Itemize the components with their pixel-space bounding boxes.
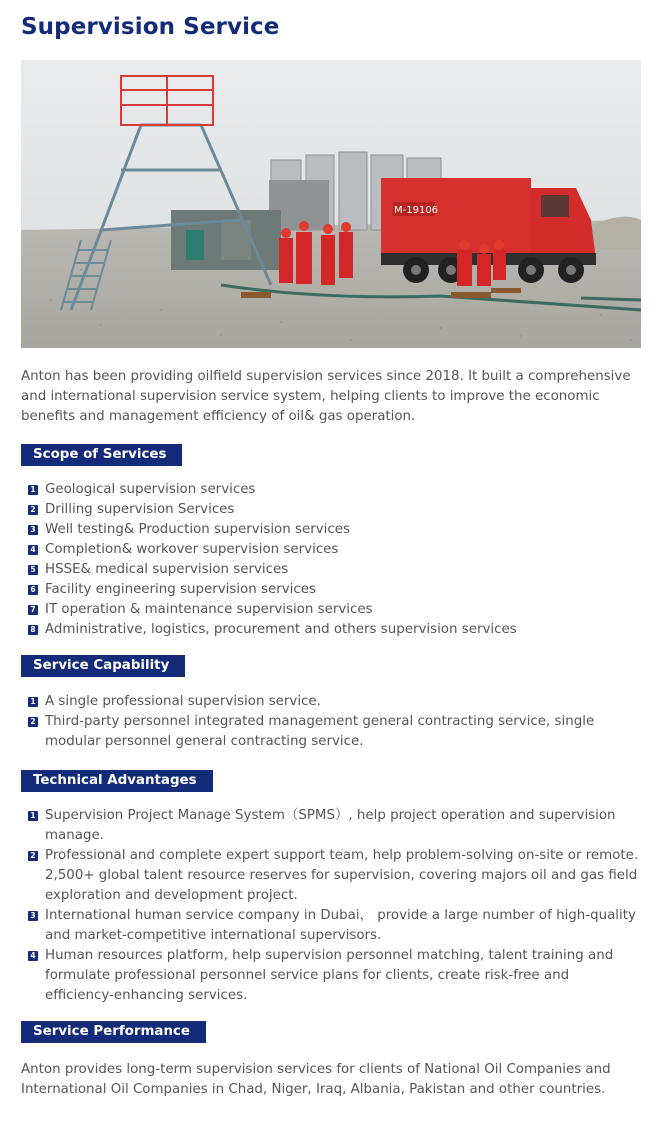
number-badge: 5	[28, 565, 38, 575]
list-item-text: HSSE& medical supervision services	[45, 562, 289, 577]
list-item	[28, 946, 641, 1006]
advantages-list	[28, 806, 641, 1006]
list-item-text: A single professional supervision service.	[45, 694, 321, 709]
number-badge: 8	[28, 625, 38, 635]
number-badge: 2	[28, 505, 38, 515]
number-badge: 1	[28, 697, 38, 707]
truck-plate-text: M-19106	[394, 205, 439, 216]
intro-paragraph: Anton has been providing oilfield supervision services since 2018. It built a comprehensive and international supervision service system, helping clients to improve the economic benefits and management efficiency of oil& gas operation.	[21, 369, 631, 424]
list-item-text: Drilling supervision Services	[45, 502, 235, 517]
list-item	[28, 806, 641, 846]
number-badge: 1	[28, 485, 38, 495]
number-badge: 4	[28, 545, 38, 555]
list-item-text: Supervision Project Manage System（SPMS）, help project operation and supervision manage.	[45, 808, 616, 843]
section-heading-performance: Service Performance	[21, 1021, 206, 1043]
number-badge: 3	[28, 525, 38, 535]
section-heading-scope: Scope of Services	[21, 444, 182, 466]
list-item	[28, 480, 641, 500]
list-item	[28, 906, 641, 946]
capability-list	[28, 692, 641, 752]
list-item	[28, 560, 641, 580]
number-badge: 2	[28, 851, 38, 861]
list-item	[28, 712, 641, 752]
list-item-text: Geological supervision services	[45, 482, 256, 497]
list-item	[28, 540, 641, 560]
list-item-text: Well testing& Production supervision services	[45, 522, 350, 537]
list-item-text: IT operation & maintenance supervision services	[45, 602, 373, 617]
list-item-text: Human resources platform, help supervision personnel matching, talent training and formulate professional personnel service plans for clients, create risk-free and efficiency-enhancing services.	[45, 948, 614, 1003]
number-badge: 6	[28, 585, 38, 595]
number-badge: 7	[28, 605, 38, 615]
list-item	[28, 520, 641, 540]
list-item-text: International human service company in Dubai， provide a large number of high-quality and market-competitive international supervisors.	[45, 908, 636, 943]
number-badge: 2	[28, 717, 38, 727]
list-item-text: Professional and complete expert support team, help problem-solving on-site or remote. 2,500+ global talent resource reserves for supervision, covering majors oil and gas field exploration and development project.	[45, 848, 639, 903]
performance-paragraph: Anton provides long-term supervision services for clients of National Oil Companies and International Oil Companies in Chad, Niger, Iraq, Albania, Pakistan and other countries.	[21, 1062, 611, 1097]
list-item	[28, 600, 641, 620]
number-badge: 3	[28, 911, 38, 921]
page-title: Supervision Service	[21, 14, 280, 40]
list-item-text: Administrative, logistics, procurement and others supervision services	[45, 622, 517, 637]
number-badge: 1	[28, 811, 38, 821]
list-item	[28, 580, 641, 600]
list-item	[28, 620, 641, 640]
scope-list	[28, 480, 641, 640]
list-item-text: Third-party personnel integrated management general contracting service, single modular personnel general contracting service.	[45, 714, 595, 749]
list-item	[28, 692, 641, 712]
list-item	[28, 846, 641, 906]
section-heading-capability: Service Capability	[21, 655, 185, 677]
list-item	[28, 500, 641, 520]
section-heading-advantages: Technical Advantages	[21, 770, 213, 792]
list-item-text: Facility engineering supervision services	[45, 582, 316, 597]
number-badge: 4	[28, 951, 38, 961]
list-item-text: Completion& workover supervision services	[45, 542, 339, 557]
hero-image	[21, 60, 641, 348]
